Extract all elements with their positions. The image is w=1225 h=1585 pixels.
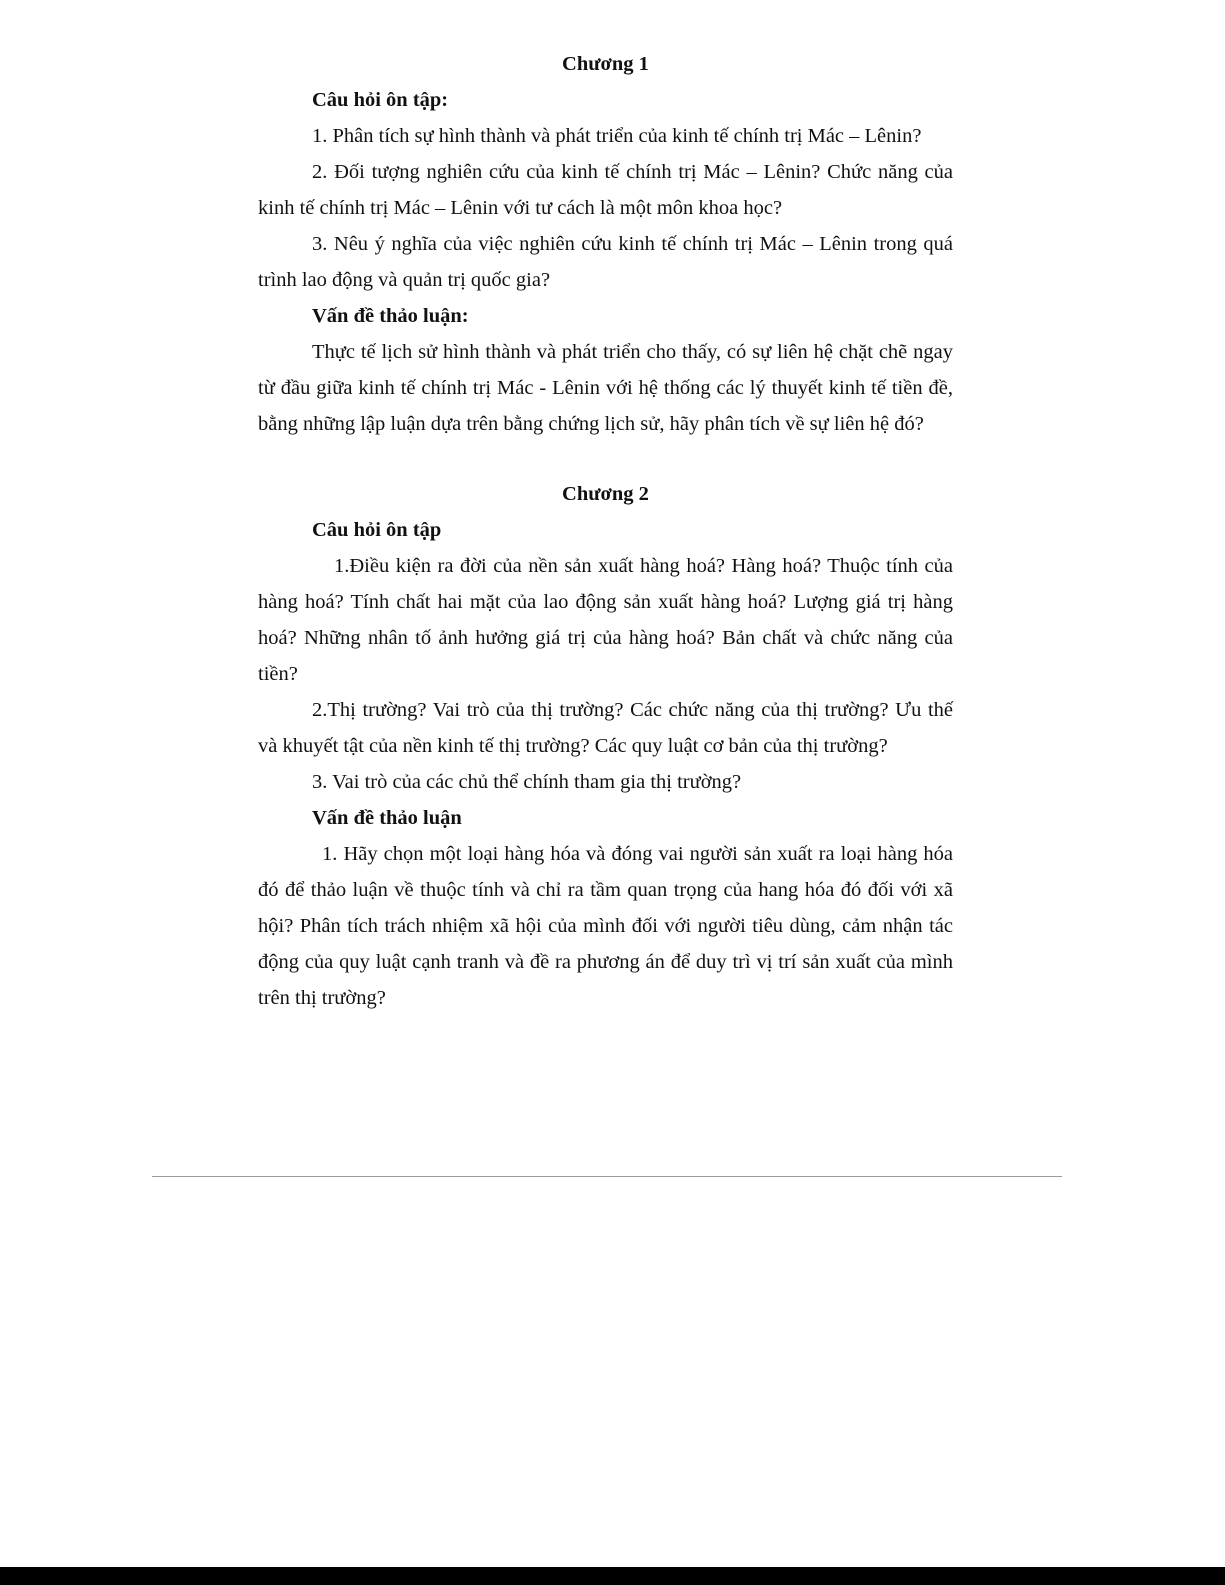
page-divider <box>152 1176 1062 1177</box>
chapter-2-review-heading: Câu hỏi ôn tập <box>312 519 442 541</box>
chapter-1-discussion-text: Thực tế lịch sử hình thành và phát triển cho thấy, có sự liên hệ chặt chẽ ngay từ đầu giữa kinh tế chính trị Mác - Lênin với hệ thống các lý thuyết kinh tế tiền đề, bằng những lập luận dựa trên bằng chứng lịch sử, hãy phân tích về sự liên hệ đó? <box>258 341 953 435</box>
chapter-2-discussion-text: 1. Hãy chọn một loại hàng hóa và đóng vai người sản xuất ra loại hàng hóa đó để thảo luận về thuộc tính và chỉ ra tầm quan trọng của hang hóa đó đối với xã hội? Phân tích trách nhiệm xã hội của mình đối với người tiêu dùng, cảm nhận tác động của quy luật cạnh tranh và đề ra phương án để duy trì vị trí sản xuất của mình trên thị trường? <box>258 843 953 1009</box>
chapter-1-question-2: 2. Đối tượng nghiên cứu của kinh tế chính trị Mác – Lênin? Chức năng của kinh tế chính trị Mác – Lênin với tư cách là một môn khoa học? <box>258 161 953 219</box>
chapter-2-question-3: 3. Vai trò của các chủ thể chính tham gia thị trường? <box>312 771 742 793</box>
chapter-2-question-2: 2.Thị trường? Vai trò của thị trường? Các chức năng của thị trường? Ưu thế và khuyết tật của nền kinh tế thị trường? Các quy luật cơ bản của thị trường? <box>258 699 953 757</box>
page-bottom-border <box>0 1567 1225 1585</box>
chapter-1-question-3: 3. Nêu ý nghĩa của việc nghiên cứu kinh tế chính trị Mác – Lênin trong quá trình lao động và quản trị quốc gia? <box>258 233 953 291</box>
page-content <box>258 46 953 1016</box>
chapter-1-review-heading: Câu hỏi ôn tập: <box>312 89 449 111</box>
chapter-2-question-1: 1.Điều kiện ra đời của nền sản xuất hàng hoá? Hàng hoá? Thuộc tính của hàng hoá? Tính chất hai mặt của lao động sản xuất hàng hoá? Lượng giá trị hàng hoá? Những nhân tố ảnh hưởng giá trị của hàng hoá? Bản chất và chức năng của tiền? <box>258 555 953 685</box>
chapter-1-discussion-heading: Vấn đề thảo luận: <box>312 305 469 327</box>
chapter-2-discussion-heading: Vấn đề thảo luận <box>312 807 462 829</box>
chapter-1-title: Chương 1 <box>562 53 649 75</box>
chapter-2-title: Chương 2 <box>562 483 649 505</box>
chapter-1-question-1: 1. Phân tích sự hình thành và phát triển của kinh tế chính trị Mác – Lênin? <box>312 125 922 147</box>
